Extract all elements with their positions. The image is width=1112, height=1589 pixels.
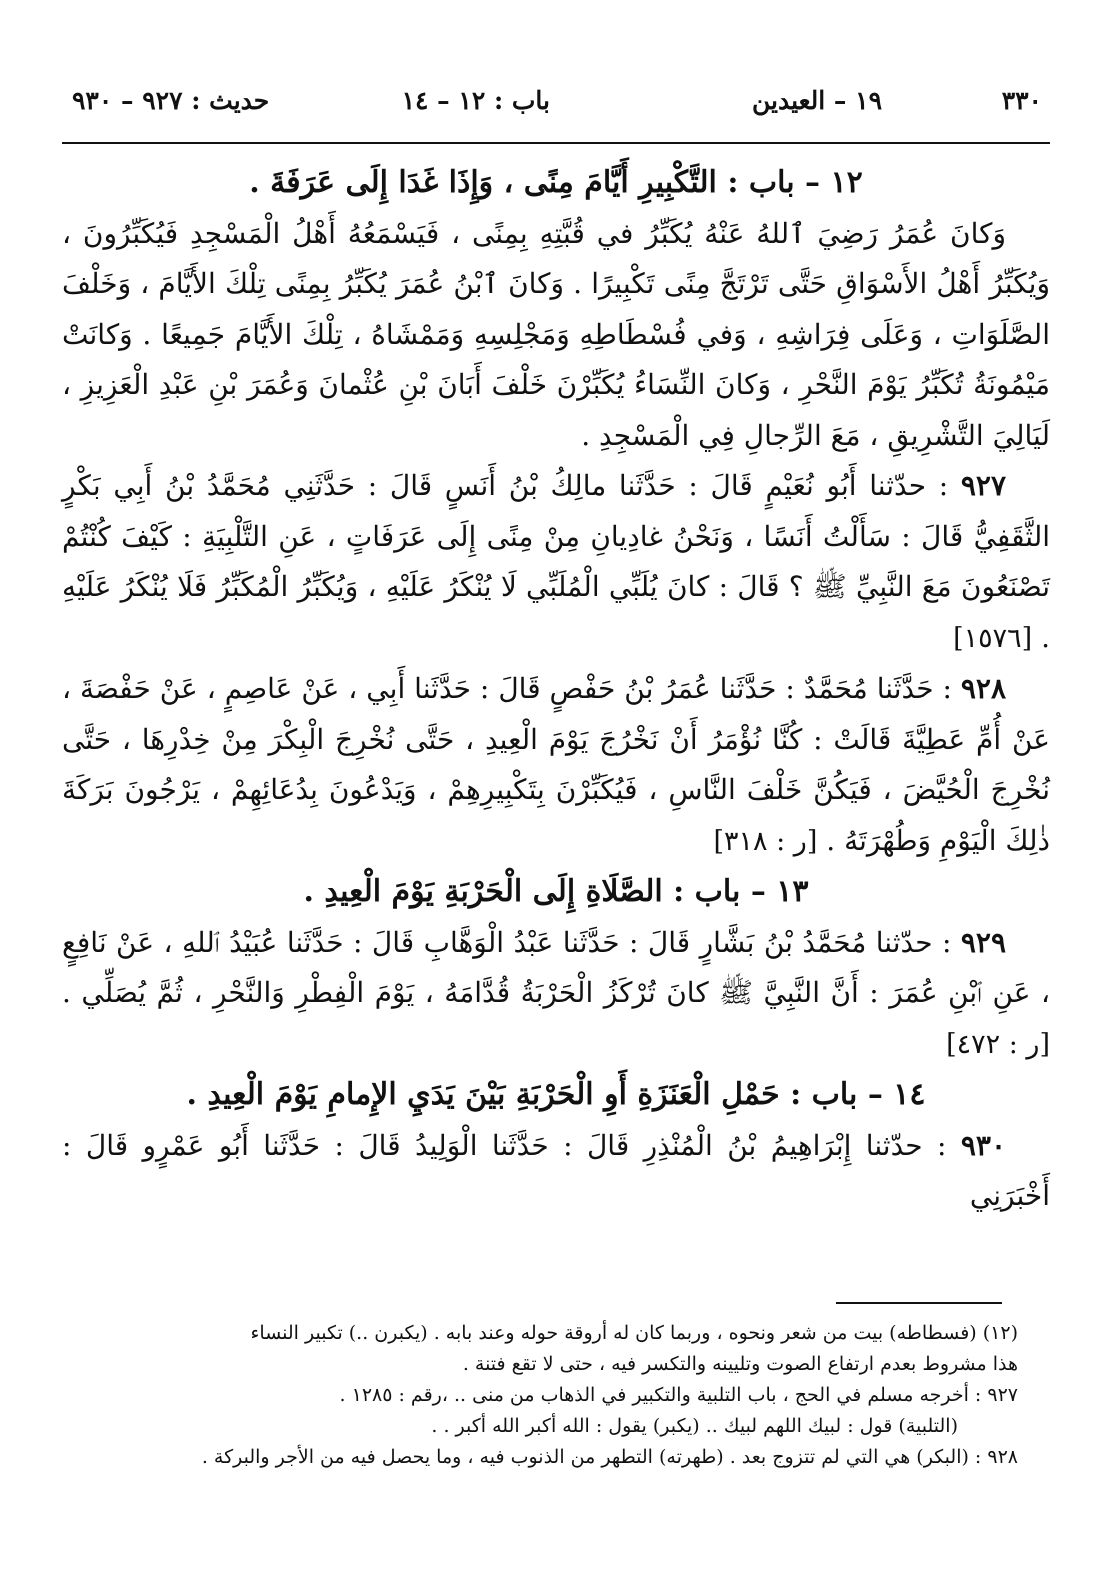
hadith-number: ٩٢٩ — [960, 925, 1007, 959]
section-intro-12: وَكانَ عُمَرُ رَضِيَ ٱللهُ عَنْهُ يُكَبِّرُ في قُبَّتِهِ بِمِنًى ، فَيَسْمَعُهُ أَهْلُ الْمَسْجِدِ فَيُكَبِّرُونَ ، وَيُكَبِّرُ أَهْلُ الأَسْوَاقِ حَتَّى تَرْتَجَّ مِنًى تَكْبِيرًا . وَكانَ ٱبْنُ عُمَرَ يُكَبِّرُ بِمِنًى تِلْكَ الأَيَّامَ ، وَخَلْفَ الصَّلَوَاتِ ، وَعَلَى فِرَاشِهِ ، وَفي فُسْطَاطِهِ وَمَجْلِسِهِ وَمَمْشَاهُ ، تِلْكَ الأَيَّامَ جَمِيعًا . وَكانَتْ مَيْمُونَةُ تُكَبِّرُ يَوْمَ النَّحْرِ ، وَكانَ النِّسَاءُ يُكَبِّرْنَ خَلْفَ أَبَانَ بْنِ عُثْمانَ وَعُمَرَ بْنِ عَبْدِ الْعَزِيزِ ، لَيَالِيَ التَّشْرِيقِ ، مَعَ الرِّجالِ فِي الْمَسْجِدِ . — [62, 216, 1050, 452]
page-number: ٣٣٠ — [1001, 86, 1042, 115]
footnote-line: ٩٢٧ : أخرجه مسلم في الحج ، باب التلبية والتكبير في الذهاب من منى .. ،رقم : ١٢٨٥ . — [339, 1384, 1018, 1406]
hadith-range: حديث : ٩٢٧ – ٩٣٠ — [72, 86, 270, 115]
hadith-number: ٩٢٧ — [960, 469, 1006, 502]
footnote-line: هذا مشروط بعدم ارتفاع الصوت وتليينه والتكسر فيه ، حتى لا تقع فتنة . — [462, 1353, 1018, 1375]
hadith-text: : حدّثنا إِبْرَاهِيمُ بْنُ الْمُنْذِرِ قَالَ : حَدَّثَنا الْوَلِيدُ قَالَ : حَدَّثَنا أَبُو عَمْرٍو قَالَ : أَخْبَرَنِي — [62, 1128, 1050, 1212]
hadith-929 — [62, 918, 1050, 1071]
hadith-text: : حَدَّثَنا مُحَمَّدٌ : حَدَّثَنا عُمَرُ بْنُ حَفْصٍ قَالَ : حَدَّثَنا أَبِي ، عَنْ عَاصِمٍ ، عَنْ حَفْصَةَ ، عَنْ أُمِّ عَطِيَّةَ قَالَتْ : كُنَّا نُؤْمَرُ أَنْ نَخْرُجَ يَوْمَ الْعِيدِ ، حَتَّى نُخْرِجَ الْبِكْرَ مِنْ خِدْرِهَا ، حَتَّى نُخْرِجَ الْحُيَّضَ ، فَيَكُنَّ خَلْفَ النَّاسِ ، فَيُكَبِّرْنَ بِتَكْبِيرِهِمْ ، وَيَدْعُونَ بِدُعَائِهِمْ ، يَرْجُونَ بَرَكَةَ ذٰلِكَ الْيَوْمِ وَطُهْرَتَهُ . — [62, 672, 1050, 857]
footnote-line: (١٢) (فسطاطه) بيت من شعر ونحوه ، وربما كان له أروقة حوله وعند بابه . (يكبرن ..) تكبير النساء — [250, 1322, 1018, 1344]
hadith-930 — [62, 1121, 1050, 1222]
hadith-text: : حدّثنا مُحَمَّدُ بْنُ بَشَّارٍ قَالَ : حَدَّثَنا عَبْدُ الْوَهَّابِ قَالَ : حَدَّثَنا عُبَيْدُ ٱللهِ ، عَنْ نَافِعٍ ، عَنِ ٱبْنِ عُمَرَ : أَنَّ النَّبِيَّ ﷺ كانَ تُرْكَزُ الْحَرْبَةُ قُدَّامَهُ ، يَوْمَ الْفِطْرِ وَالنَّحْرِ ، ثُمَّ يُصَلِّي . — [62, 925, 1050, 1009]
section-heading-13: ١٣ – باب : الصَّلَاةِ إِلَى الْحَرْبَةِ يَوْمَ الْعِيدِ . — [303, 874, 809, 909]
header-rule — [62, 142, 1050, 144]
hadith-number: ٩٢٨ — [960, 672, 1006, 705]
hadith-927 — [62, 461, 1050, 664]
bab-range: باب : ١٢ – ١٤ — [401, 86, 550, 115]
chapter-title: ١٩ – العيدين — [751, 86, 882, 115]
footnote-line: (التلبية) قول : لبيك اللهم لبيك .. (يكبر) يقول : الله أكبر الله أكبر . . — [431, 1415, 958, 1437]
footnotes — [115, 1318, 1018, 1473]
main-text — [62, 158, 1050, 1222]
running-header — [62, 86, 1050, 126]
footnote-rule — [836, 1302, 1002, 1304]
section-heading-14: ١٤ – باب : حَمْلِ الْعَنَزَةِ أَوِ الْحَرْبَةِ بَيْنَ يَدَيِ الإِمامِ يَوْمَ الْعِيدِ . — [186, 1077, 926, 1112]
hadith-number: ٩٣٠ — [960, 1128, 1006, 1162]
hadith-text: : حدّثنا أَبُو نُعَيْمٍ قَالَ : حَدَّثَنا مالِكُ بْنُ أَنَسٍ قَالَ : حَدَّثَنِي مُحَمَّدُ بْنُ أَبِي بَكْرٍ الثَّقَفِيُّ قَالَ : سَأَلْتُ أَنَسًا ، وَنَحْنُ غادِيانِ مِنْ مِنًى إِلَى عَرَفَاتٍ ، عَنِ التَّلْبِيَةِ : كَيْفَ كُنْتُمْ تَصْنَعُونَ مَعَ النَّبِيِّ ﷺ ؟ قَالَ : كانَ يُلَبِّي الْمُلَبِّي لَا يُنْكَرُ عَلَيْهِ ، وَيُكَبِّرُ الْمُكَبِّرُ فَلَا يُنْكَرُ عَلَيْهِ . — [62, 469, 1050, 654]
footnote-line: ٩٢٨ : (البكر) هي التي لم تتزوج بعد . (طهرته) التطهر من الذنوب فيه ، وما يحصل فيه من الأجر والبركة . — [201, 1446, 1018, 1468]
hadith-reference: [ر : ٣١٨] — [713, 825, 818, 857]
section-heading-12: ١٢ – باب : التَّكْبِيرِ أَيَّامَ مِنًى ، وَإِذَا غَدَا إِلَى عَرَفَةَ . — [249, 165, 863, 200]
hadith-reference: [١٥٧٦] — [953, 622, 1033, 654]
hadith-reference: [ر : ٤٧٢] — [946, 1028, 1050, 1060]
hadith-928 — [62, 664, 1050, 867]
